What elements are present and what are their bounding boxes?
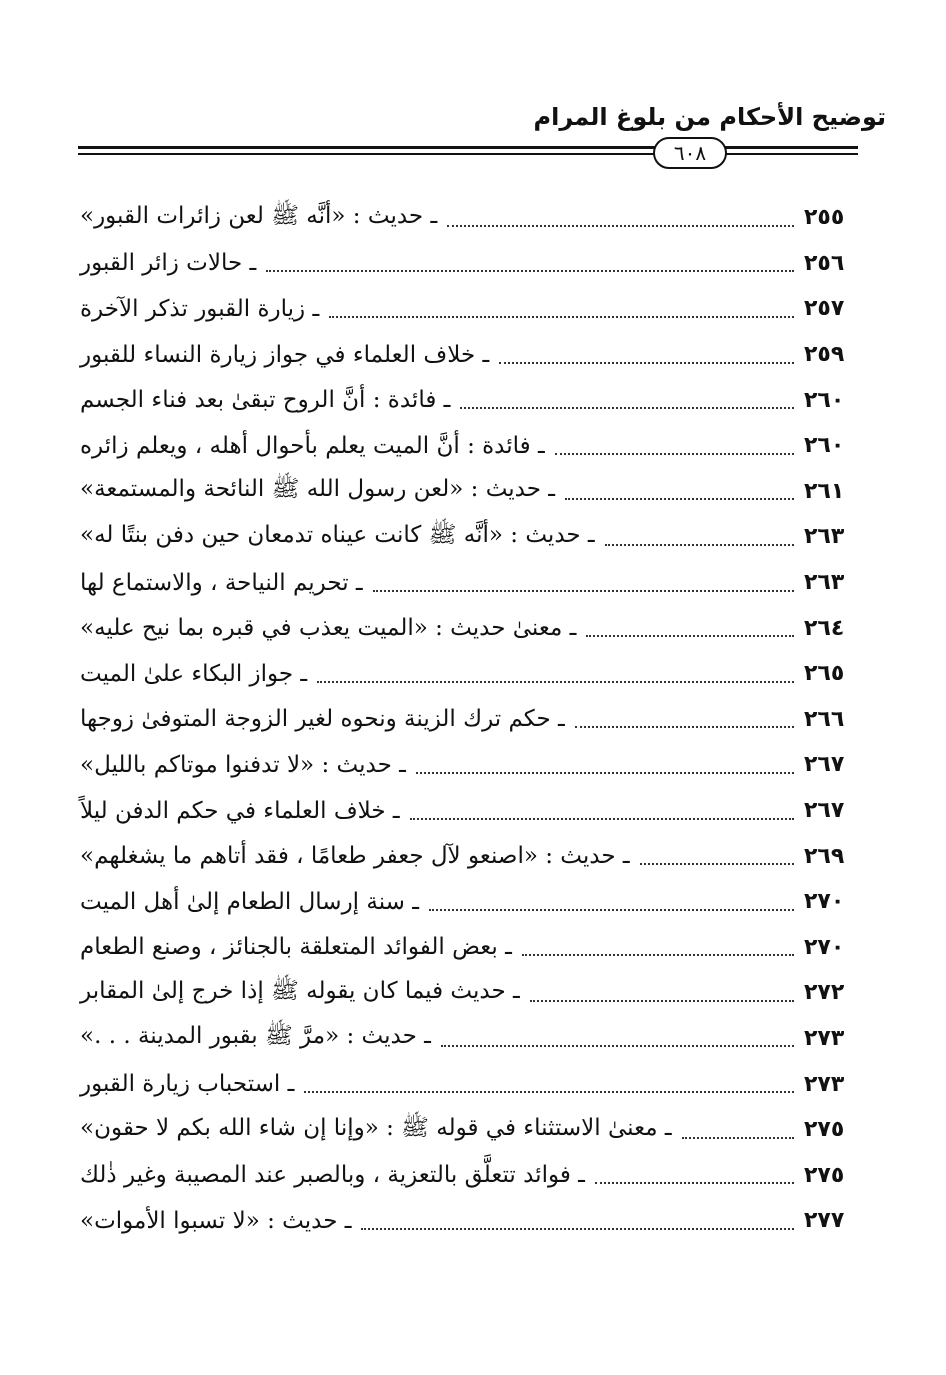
dot-leader: [530, 1000, 794, 1002]
page-number-badge: ٦٠٨: [653, 137, 727, 169]
running-header-title: توضيح الأحكام من بلوغ المرام: [533, 103, 886, 131]
toc-entry-page: ٢٦٦: [804, 706, 845, 732]
toc-entry-page: ٢٦٩: [804, 843, 845, 869]
toc-entry: [80, 697, 858, 743]
toc-entry-page: ٢٧٥: [804, 1117, 845, 1143]
toc-entry-title: ـ استحباب زيارة القبور: [80, 1071, 295, 1098]
dot-leader: [416, 772, 794, 774]
toc-entry-page: ٢٧٢: [804, 980, 845, 1006]
toc-entry-page: ٢٦٥: [804, 661, 845, 687]
dot-leader: [373, 590, 794, 592]
toc-entry-title: ـ بعض الفوائد المتعلقة بالجنائز ، وصنع الطعام: [80, 934, 512, 961]
dot-leader: [640, 863, 794, 865]
toc-entry-page: ٢٧٠: [804, 934, 845, 960]
dot-leader: [499, 362, 794, 364]
toc-entry-page: ٢٦١: [804, 478, 845, 504]
dot-leader: [429, 909, 794, 911]
toc-entry: [80, 970, 858, 1016]
dot-leader: [595, 1182, 794, 1184]
toc-entry: [80, 560, 858, 606]
toc-entry-page: ٢٥٦: [804, 250, 845, 276]
header-rule-thin: [78, 153, 858, 155]
toc-entry-title: ـ فوائد تتعلَّق بالتعزية ، وبالصبر عند المصيبة وغير ذٰلك: [80, 1162, 585, 1189]
toc-entry-title: ـ معنىٰ الاستثناء في قوله ﷺ : «وإنا إن شاء الله بكم لا حقون»: [80, 1114, 672, 1141]
toc-entry-page: ٢٦٧: [804, 752, 845, 778]
toc-entry: [80, 925, 858, 971]
dot-leader: [565, 498, 794, 500]
dot-leader: [575, 726, 794, 728]
toc-entry-page: ٢٥٧: [804, 296, 845, 322]
toc-entry-title: ـ حديث : «اصنعو لآل جعفر طعامًا ، فقد أتاهم ما يشغلهم»: [80, 843, 630, 870]
toc-entry-page: ٢٦٧: [804, 798, 845, 824]
toc-entry-title: ـ معنىٰ حديث : «الميت يعذب في قبره بما نيح عليه»: [80, 615, 577, 642]
toc-entry: [80, 1016, 858, 1062]
toc-entry: [80, 833, 858, 879]
toc-entry-title: ـ حديث : «لا تدفنوا موتاكم بالليل»: [80, 751, 406, 778]
dot-leader: [304, 1091, 794, 1093]
toc-entry-page: ٢٧٧: [804, 1208, 845, 1234]
toc-entry-title: ـ حديث : «لعن رسول الله ﷺ النائحة والمستمعة»: [80, 476, 556, 503]
toc-entry-page: ٢٥٩: [804, 342, 845, 368]
dot-leader: [329, 316, 794, 318]
toc-entry: [80, 742, 858, 788]
toc-entry: [80, 1152, 858, 1198]
dot-leader: [586, 635, 794, 637]
toc-entry-page: ٢٦٠: [804, 433, 845, 459]
table-of-contents: [80, 195, 858, 1244]
dot-leader: [447, 225, 794, 227]
dot-leader: [460, 407, 794, 409]
toc-entry: [80, 879, 858, 925]
toc-entry-title: ـ فائدة : أنَّ الميت يعلم بأحوال أهله ، ويعلم زائره: [80, 432, 545, 459]
dot-leader: [522, 954, 794, 956]
toc-entry: [80, 241, 858, 287]
toc-entry: [80, 651, 858, 697]
toc-entry-page: ٢٦٣: [804, 524, 845, 550]
toc-entry: [80, 514, 858, 560]
toc-entry: [80, 332, 858, 378]
toc-entry-title: ـ حديث : «مرَّ ﷺ بقبور المدينة . . .»: [80, 1023, 431, 1050]
toc-entry: [80, 605, 858, 651]
toc-entry: [80, 195, 858, 241]
toc-entry-page: ٢٦٤: [804, 615, 845, 641]
header-rule-thick: [78, 146, 858, 149]
toc-entry: [80, 1107, 858, 1153]
toc-entry-title: ـ جواز البكاء علىٰ الميت: [80, 660, 308, 687]
toc-entry-title: ـ حديث : «أنَّه ﷺ كانت عيناه تدمعان حين دفن بنتًا له»: [80, 521, 595, 548]
dot-leader: [410, 818, 794, 820]
toc-entry-title: ـ حالات زائر القبور: [80, 250, 257, 277]
toc-entry-page: ٢٧٣: [804, 1071, 845, 1097]
dot-leader: [441, 1045, 794, 1047]
toc-entry-title: ـ سنة إرسال الطعام إلىٰ أهل الميت: [80, 888, 419, 915]
toc-entry-title: ـ خلاف العلماء في جواز زيارة النساء للقبور: [80, 341, 490, 368]
dot-leader: [361, 1228, 794, 1230]
toc-entry-page: ٢٥٥: [804, 205, 845, 231]
toc-entry-title: ـ خلاف العلماء في حكم الدفن ليلاً: [80, 797, 400, 824]
toc-entry: [80, 788, 858, 834]
toc-entry-page: ٢٦٣: [804, 570, 845, 596]
dot-leader: [555, 453, 794, 455]
toc-entry-title: ـ حديث : «أنَّه ﷺ لعن زائرات القبور»: [80, 202, 438, 229]
toc-entry-title: ـ زيارة القبور تذكر الآخرة: [80, 295, 320, 322]
toc-entry: [80, 1198, 858, 1244]
toc-entry: [80, 469, 858, 515]
dot-leader: [317, 681, 794, 683]
toc-entry: [80, 1061, 858, 1107]
toc-entry-title: ـ فائدة : أنَّ الروح تبقىٰ بعد فناء الجسم: [80, 387, 451, 414]
toc-entry-title: ـ حديث : «لا تسبوا الأموات»: [80, 1207, 352, 1234]
toc-entry-title: ـ حكم ترك الزينة ونحوه لغير الزوجة المتوفىٰ زوجها: [80, 706, 565, 733]
toc-entry-title: ـ تحريم النياحة ، والاستماع لها: [80, 569, 363, 596]
toc-entry: [80, 423, 858, 469]
dot-leader: [266, 270, 794, 272]
toc-entry-page: ٢٧٠: [804, 889, 845, 915]
toc-entry: [80, 377, 858, 423]
dot-leader: [682, 1137, 794, 1139]
toc-entry: [80, 286, 858, 332]
toc-entry-title: ـ حديث فيما كان يقوله ﷺ إذا خرج إلىٰ المقابر: [80, 977, 520, 1004]
toc-entry-page: ٢٧٣: [804, 1025, 845, 1051]
dot-leader: [605, 544, 794, 546]
toc-entry-page: ٢٧٥: [804, 1162, 845, 1188]
toc-entry-page: ٢٦٠: [804, 387, 845, 413]
